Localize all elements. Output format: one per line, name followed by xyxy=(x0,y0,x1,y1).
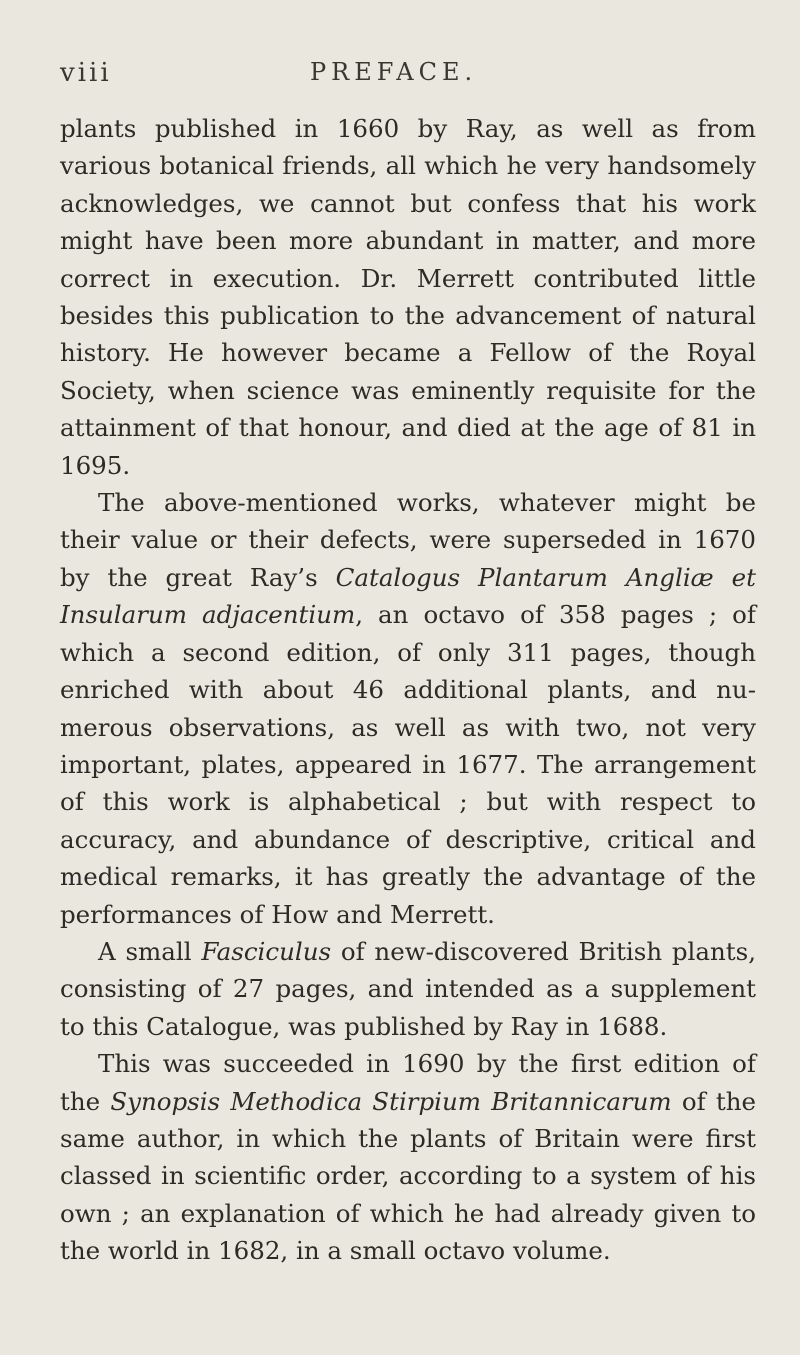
italic-title: Fasciculus xyxy=(201,936,332,966)
text-segment: , an octavo of 358 pages ; of which a second edition, of only 311 pages, though enriched with about 46 additional plants, and numerous observations, as well as with two, not very important, plates, appeared in 1677. The arrangement of this work is alphabetical ; but with respect to accuracy, and abundance of descriptive, critical and medical remarks, it has greatly the advantage of the performances of How and Merrett. xyxy=(60,600,756,929)
paragraph-1 xyxy=(60,110,756,484)
text-segment: A small xyxy=(98,936,202,966)
paragraph-2 xyxy=(60,484,756,933)
paragraph-3 xyxy=(60,933,756,1045)
italic-title: Catalogus Plantarum Angliæ et Insularum adjacentium xyxy=(60,562,756,630)
italic-title: Synopsis Methodica Stirpium Britannicarum xyxy=(110,1086,672,1116)
text-segment: The above-mentioned works, whatever might be their value or their defects, were superseded in 1670 by the great Ray’s xyxy=(60,488,756,592)
page-header xyxy=(60,58,756,110)
text-segment: plants published in 1660 by Ray, as well as from various botanical friends, all which he very handsomely acknowledges, we cannot but confess that his work might have been more abundant in matter, and more correct in execution. Dr. Merrett contributed little besides this publication to the advancement of natural history. He however became a Fellow of the Royal Society, when science was eminently requisite for the attainment of that honour, and died at the age of 81 in 1695. xyxy=(60,114,756,480)
text-segment: of the same author, in which the plants of Britain were first classed in scientific order, according to a system of his own ; an explanation of which he had already given to the world in 1682, in a small octavo volume. xyxy=(60,1086,756,1266)
paragraph-4 xyxy=(60,1045,756,1269)
text-segment: This was succeeded in 1690 by the first edition of the xyxy=(60,1049,756,1116)
page-number: viii xyxy=(60,58,112,88)
body-text xyxy=(60,110,756,1270)
running-head: PREFACE. xyxy=(310,58,478,86)
text-segment: of new-discovered British plants, consisting of 27 pages, and intended as a supplement to this Catalogue, was published by Ray in 1688. xyxy=(60,936,756,1041)
